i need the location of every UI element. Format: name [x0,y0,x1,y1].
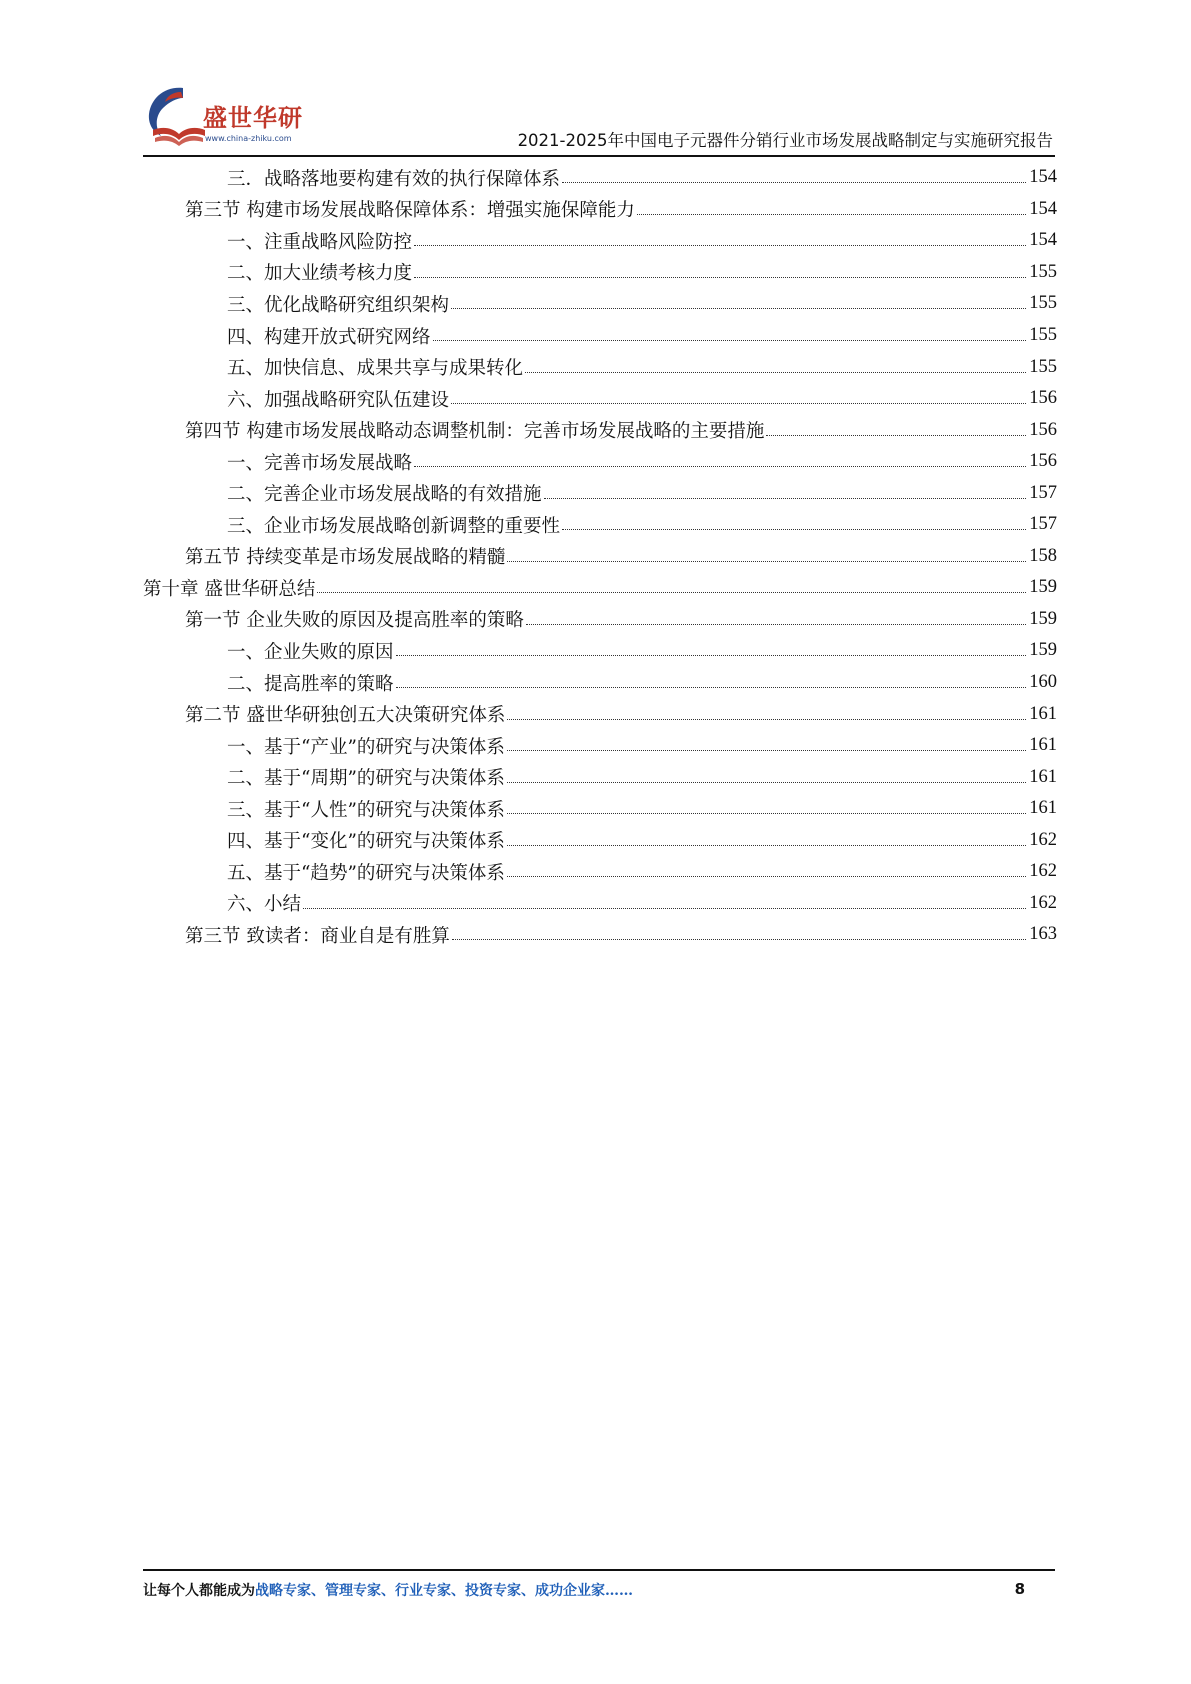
toc-entry-title: 三、优化战略研究组织架构 [227,294,450,316]
table-of-contents [143,162,1057,951]
toc-entry-page: 156 [1029,419,1057,440]
toc-dot-leader [637,214,1026,215]
toc-entry-page: 163 [1029,924,1057,945]
toc-entry-page: 161 [1029,798,1057,819]
toc-entry-title: 四、构建开放式研究网络 [227,326,431,348]
toc-entry-page: 161 [1029,703,1057,724]
toc-entry-title: 一、企业失败的原因 [227,641,394,663]
header-divider [143,155,1055,157]
toc-entry[interactable] [143,572,1057,604]
toc-entry-title: 三、企业市场发展战略创新调整的重要性 [227,515,561,537]
toc-entry[interactable] [143,320,1057,352]
toc-entry[interactable] [143,477,1057,509]
page-footer [143,1580,1055,1604]
toc-entry-page: 159 [1029,640,1057,661]
logo-name: 盛世华研 [203,104,303,132]
toc-dot-leader [451,308,1026,309]
toc-dot-leader [544,498,1027,499]
toc-entry[interactable] [143,288,1057,320]
toc-entry[interactable] [143,730,1057,762]
toc-entry-page: 155 [1029,325,1057,345]
toc-entry-title: 第五节 持续变革是市场发展战略的精髓 [185,547,506,569]
toc-entry-title: 六、加强战略研究队伍建设 [227,389,450,411]
toc-entry-title: 二、加大业绩考核力度 [227,263,413,285]
toc-entry-title: 第二节 盛世华研独创五大决策研究体系 [185,705,506,727]
toc-entry[interactable] [143,162,1057,194]
toc-entry-page: 156 [1029,451,1057,472]
toc-entry[interactable] [143,383,1057,415]
toc-entry[interactable] [143,225,1057,257]
toc-dot-leader [414,466,1026,467]
toc-entry-page: 161 [1029,766,1057,787]
toc-entry[interactable] [143,888,1057,920]
toc-entry-title: 二、完善企业市场发展战略的有效措施 [227,484,542,506]
toc-entry-title: 四、基于“变化”的研究与决策体系 [227,831,505,853]
toc-entry[interactable] [143,541,1057,573]
toc-entry-page: 159 [1029,577,1057,598]
toc-entry-page: 154 [1029,167,1057,188]
toc-entry-title: 五、基于“趋势”的研究与决策体系 [227,862,505,884]
toc-entry-title: 一、基于“产业”的研究与决策体系 [227,736,505,758]
footer-divider [143,1569,1055,1571]
toc-entry[interactable] [143,667,1057,699]
toc-entry-page: 159 [1029,608,1057,629]
document-title: 2021-2025年中国电子元器件分销行业市场发展战略制定与实施研究报告 [517,131,1053,150]
toc-entry-page: 162 [1029,861,1057,882]
toc-entry-title: 第十章 盛世华研总结 [143,578,316,600]
toc-entry-page: 158 [1029,545,1057,566]
toc-entry-page: 155 [1029,356,1057,377]
toc-dot-leader [507,813,1026,814]
toc-dot-leader [562,182,1026,183]
toc-entry[interactable] [143,856,1057,888]
toc-entry[interactable] [143,351,1057,383]
toc-dot-leader [562,529,1026,530]
toc-dot-leader [507,719,1026,720]
toc-dot-leader [433,340,1027,341]
toc-entry[interactable] [143,257,1057,289]
toc-entry-title: 第三节 构建市场发展战略保障体系：增强实施保障能力 [185,200,635,222]
toc-dot-leader [396,655,1027,656]
page-header [143,80,1053,155]
toc-dot-leader [414,245,1026,246]
toc-dot-leader [507,845,1026,846]
toc-entry-page: 162 [1029,892,1057,913]
toc-entry-title: 六、小结 [227,894,302,916]
toc-entry[interactable] [143,761,1057,793]
toc-dot-leader [766,435,1026,436]
toc-dot-leader [507,876,1026,877]
toc-entry-title: 第一节 企业失败的原因及提高胜率的策略 [185,610,524,632]
footer-slogan-accent: 战略专家、管理专家、行业专家、投资专家、成功企业家…… [255,1583,633,1599]
toc-dot-leader [317,592,1026,593]
company-logo [143,84,323,150]
toc-entry-title: 五、加快信息、成果共享与成果转化 [227,358,524,380]
toc-entry[interactable] [143,919,1057,951]
toc-entry-page: 156 [1029,388,1057,409]
toc-entry-page: 155 [1029,261,1057,282]
toc-entry-page: 161 [1029,735,1057,756]
toc-entry-title: 三、基于“人性”的研究与决策体系 [227,799,505,821]
toc-dot-leader [452,939,1026,940]
logo-url: www.china-zhiku.com [205,134,292,143]
toc-dot-leader [507,750,1026,751]
toc-dot-leader [507,782,1026,783]
toc-entry[interactable] [143,414,1057,446]
toc-entry-page: 154 [1029,230,1057,251]
toc-entry-page: 162 [1029,829,1057,850]
toc-dot-leader [396,687,1027,688]
toc-entry-page: 155 [1029,293,1057,314]
toc-entry[interactable] [143,446,1057,478]
toc-entry-title: 第四节 构建市场发展战略动态调整机制：完善市场发展战略的主要措施 [185,421,765,443]
toc-entry-title: 第三节 致读者：商业自是有胜算 [185,925,450,947]
toc-entry-page: 157 [1029,482,1057,503]
toc-entry-title: 二、提高胜率的策略 [227,673,394,695]
toc-entry-page: 154 [1029,198,1057,219]
toc-entry[interactable] [143,604,1057,636]
toc-entry[interactable] [143,635,1057,667]
toc-entry-title: 一、注重战略风险防控 [227,231,413,253]
toc-entry-page: 160 [1029,672,1057,693]
toc-entry-page: 157 [1029,514,1057,535]
toc-dot-leader [507,561,1026,562]
toc-entry[interactable] [143,793,1057,825]
toc-entry[interactable] [143,698,1057,730]
toc-dot-leader [525,372,1026,373]
toc-dot-leader [526,624,1026,625]
toc-dot-leader [414,277,1026,278]
toc-entry-title: 三．战略落地要构建有效的执行保障体系 [227,168,561,190]
toc-dot-leader [303,908,1026,909]
page-number: 8 [1014,1580,1025,1598]
toc-entry[interactable] [143,194,1057,226]
toc-entry-title: 一、完善市场发展战略 [227,452,413,474]
toc-entry[interactable] [143,824,1057,856]
toc-dot-leader [451,403,1026,404]
toc-entry-title: 二、基于“周期”的研究与决策体系 [227,768,505,790]
footer-slogan-lead: 让每个人都能成为 [143,1583,255,1599]
toc-entry[interactable] [143,509,1057,541]
